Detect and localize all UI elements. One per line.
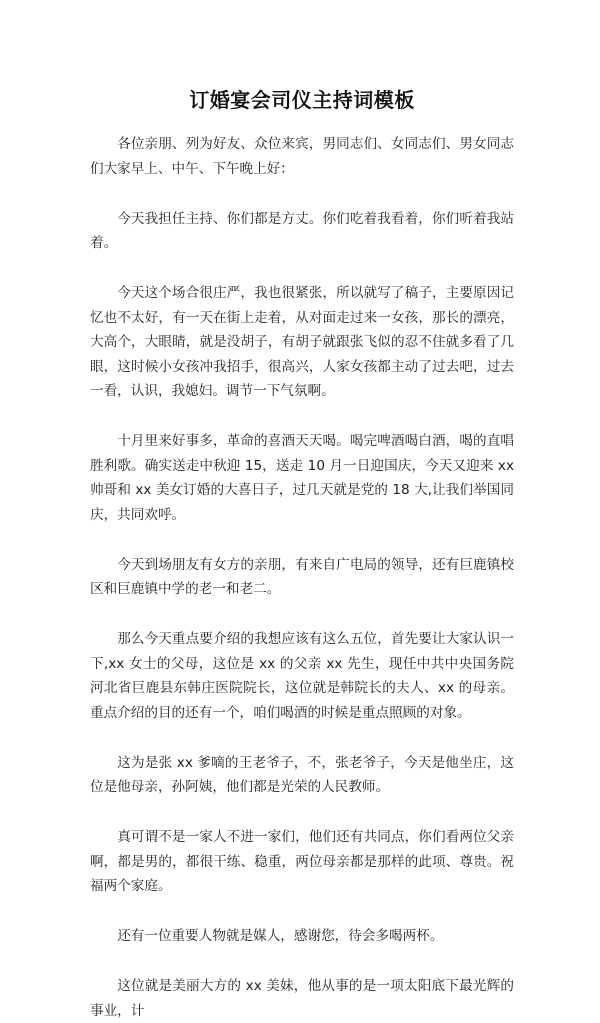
paragraph-october: 十月里来好事多，革命的喜酒天天喝。喝完啤酒喝白酒，喝的直唱胜利歌。确实送走中秋迎 15，送走 10 月一日迎国庆，今天又迎来 xx 帅哥和 xx 美女订婚的大喜日子，过几天就是党的 18 大,让我们举国同庆，共同欢呼。 (90, 433, 514, 523)
paragraph-groom-parents: 这为是张 xx 爹嘀的王老爷子，不，张老爷子，今天是他坐庄，这位是他母亲，孙阿姨，他们都是光荣的人民教师。 (90, 754, 514, 795)
paragraph-bride: 这位就是美丽大方的 xx 美妹，他从事的是一项太阳底下最光辉的事业，计 (90, 978, 514, 1019)
paragraph-introduce-parents: 那么今天重点要介绍的我想应该有这么五位，首先要让大家认识一下,xx 女士的父母，这位是 xx 的父亲 xx 先生，现任中共中央国务院河北省巨鹿县东韩庄医院院长，这位就是韩院长的夫人、xx 的母亲。重点介绍的目的还有一个，咱们喝酒的时候是重点照顾的对象。 (90, 631, 514, 721)
paragraph-matchmaker: 还有一位重要人物就是媒人，感谢您，待会多喝两杯。 (117, 928, 444, 944)
paragraph-host-intro: 今天我担任主持、你们都是方丈。你们吃着我看着，你们听着我站着。 (90, 210, 514, 251)
paragraph-one-family: 真可谓不是一家人不进一家们，他们还有共同点，你们看两位父亲啊，都是男的，都很干练、稳重，两位母亲都是那样的此项、尊贵。祝福两个家庭。 (90, 829, 514, 894)
paragraph-nervous-story: 今天这个场合很庄严，我也很紧张，所以就写了稿子，主要原因记忆也不太好，有一天在街上走着，从对面走过来一女孩，那长的漂亮，大高个，大眼睛，就是没胡子，有胡子就跟张飞似的忍不住就多看了几眼，这时候小女孩冲我招手，很高兴，人家女孩都主动了过去吧，过去一看，认识，我媳妇。调节一下气氛啊。 (90, 285, 514, 399)
paragraph-guests: 今天到场朋友有女方的亲朋，有来自广电局的领导，还有巨鹿镇校区和巨鹿镇中学的老一和老二。 (90, 556, 514, 597)
document-title: 订婚宴会司仪主持词模板 (189, 88, 415, 112)
paragraph-greeting: 各位亲朋、列为好友、众位来宾，男同志们、女同志们、男女同志们大家早上、中午、下午晚上好： (90, 136, 514, 177)
